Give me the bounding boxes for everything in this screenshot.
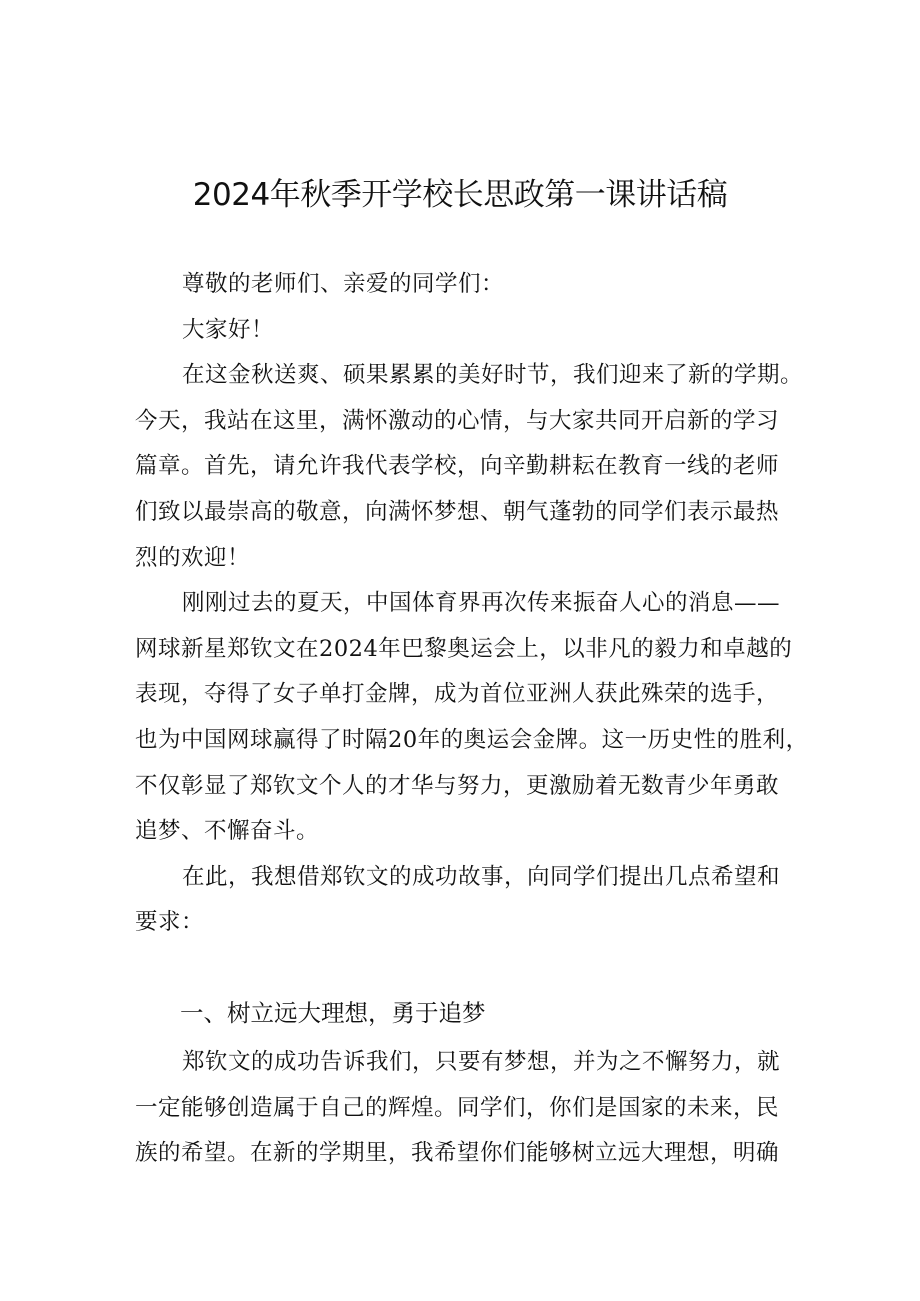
greeting-line: 大家好！ bbox=[182, 316, 275, 343]
paragraph-line: 也为中国网球赢得了时隔20年的奥运会金牌。这一历史性的胜利， bbox=[135, 726, 809, 753]
paragraph-line: 追梦、不懈奋斗。 bbox=[135, 818, 320, 845]
body-text-part1 bbox=[135, 262, 809, 946]
paragraph-line: 网球新星郑钦文在2024年巴黎奥运会上，以非凡的毅力和卓越的 bbox=[135, 635, 793, 662]
paragraph-line: 郑钦文的成功告诉我们，只要有梦想，并为之不懈努力，就 bbox=[182, 1049, 781, 1075]
paragraph-line: 不仅彰显了郑钦文个人的才华与努力，更激励着无数青少年勇敢 bbox=[135, 772, 780, 799]
paragraph-line: 族的希望。在新的学期里，我希望你们能够树立远大理想，明确 bbox=[135, 1140, 780, 1167]
paragraph-line: 在这金秋送爽、硕果累累的美好时节，我们迎来了新的学期。 bbox=[182, 362, 804, 389]
paragraph-line: 一定能够创造属于自己的辉煌。同学们，你们是国家的未来，民 bbox=[135, 1094, 780, 1121]
paragraph-line: 篇章。首先，请允许我代表学校，向辛勤耕耘在教育一线的老师 bbox=[135, 453, 780, 480]
section-heading: 一、树立远大理想，勇于追梦 bbox=[180, 999, 486, 1027]
paragraph-line: 要求： bbox=[135, 909, 205, 936]
paragraph-line: 刚刚过去的夏天，中国体育界再次传来振奋人心的消息—— bbox=[182, 590, 781, 617]
salutation-line: 尊敬的老师们、亲爱的同学们： bbox=[182, 271, 505, 297]
document-title: 2024年秋季开学校长思政第一课讲话稿 bbox=[192, 177, 728, 213]
paragraph-line: 们致以最崇高的敬意，向满怀梦想、朝气蓬勃的同学们表示最热 bbox=[135, 498, 780, 525]
paragraph-line: 今天，我站在这里，满怀激动的心情，与大家共同开启新的学习 bbox=[135, 407, 780, 434]
paragraph-line: 烈的欢迎！ bbox=[135, 544, 251, 571]
body-text-part2 bbox=[135, 1040, 800, 1177]
paragraph-line: 表现，夺得了女子单打金牌，成为首位亚洲人获此殊荣的选手， bbox=[135, 681, 780, 708]
paragraph-line: 在此，我想借郑钦文的成功故事，向同学们提出几点希望和 bbox=[182, 863, 781, 890]
